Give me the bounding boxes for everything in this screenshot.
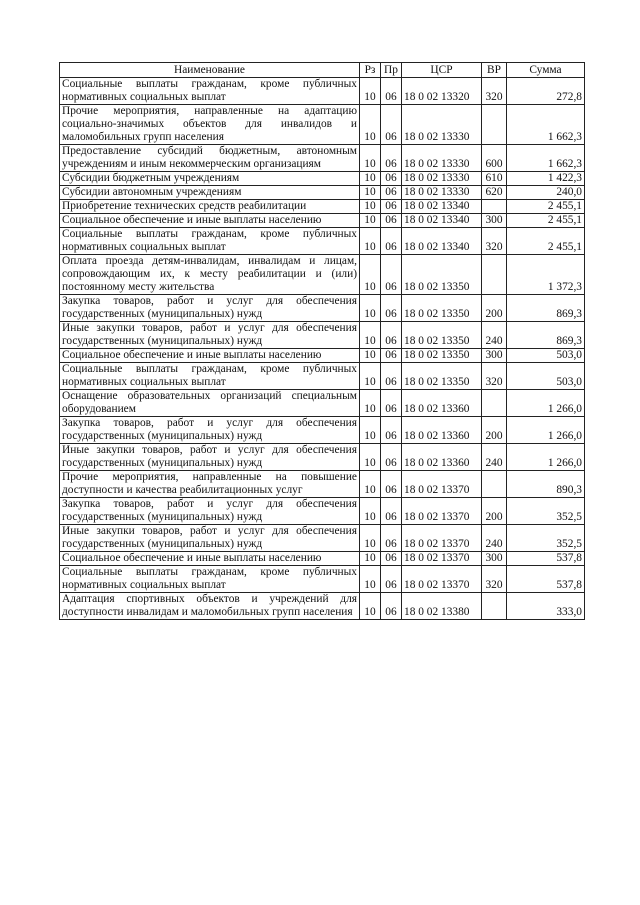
cell-rz: 10 [360, 214, 381, 228]
cell-rz: 10 [360, 105, 381, 145]
cell-pr: 06 [381, 552, 402, 566]
cell-pr: 06 [381, 214, 402, 228]
cell-sum: 333,0 [507, 593, 585, 620]
table-row [60, 363, 585, 390]
cell-rz: 10 [360, 228, 381, 255]
table-row [60, 145, 585, 172]
cell-rz: 10 [360, 145, 381, 172]
cell-vr: 240 [482, 322, 507, 349]
cell-vr: 200 [482, 498, 507, 525]
cell-csr: 18 0 02 13360 [402, 444, 482, 471]
cell-sum: 537,8 [507, 566, 585, 593]
cell-vr: 600 [482, 145, 507, 172]
cell-rz: 10 [360, 363, 381, 390]
table-header-row [60, 63, 585, 78]
cell-pr: 06 [381, 498, 402, 525]
cell-sum: 869,3 [507, 295, 585, 322]
cell-name: Закупка товаров, работ и услуг для обеспечения государственных (муниципальных) нужд [60, 498, 360, 525]
cell-csr: 18 0 02 13340 [402, 200, 482, 214]
cell-rz: 10 [360, 78, 381, 105]
table-row [60, 444, 585, 471]
cell-rz: 10 [360, 593, 381, 620]
cell-name: Социальные выплаты гражданам, кроме публичных нормативных социальных выплат [60, 363, 360, 390]
cell-vr: 200 [482, 295, 507, 322]
cell-vr: 320 [482, 78, 507, 105]
cell-sum: 2 455,1 [507, 228, 585, 255]
cell-rz: 10 [360, 566, 381, 593]
cell-csr: 18 0 02 13340 [402, 228, 482, 255]
column-header-rz: Рз [360, 63, 381, 78]
cell-csr: 18 0 02 13350 [402, 295, 482, 322]
cell-vr: 320 [482, 363, 507, 390]
table-row [60, 471, 585, 498]
cell-rz: 10 [360, 186, 381, 200]
cell-name: Иные закупки товаров, работ и услуг для обеспечения государственных (муниципальных) нужд [60, 525, 360, 552]
cell-vr: 610 [482, 172, 507, 186]
table-row [60, 172, 585, 186]
column-header-name: Наименование [60, 63, 360, 78]
cell-csr: 18 0 02 13350 [402, 363, 482, 390]
cell-csr: 18 0 02 13370 [402, 566, 482, 593]
cell-sum: 1 662,3 [507, 105, 585, 145]
cell-csr: 18 0 02 13330 [402, 186, 482, 200]
cell-csr: 18 0 02 13350 [402, 255, 482, 295]
cell-pr: 06 [381, 78, 402, 105]
cell-name: Оплата проезда детям-инвалидам, инвалидам и лицам, сопровождающим их, к месту реабилитации и (или) постоянному месту жительства [60, 255, 360, 295]
cell-name: Социальные выплаты гражданам, кроме публичных нормативных социальных выплат [60, 228, 360, 255]
cell-vr [482, 471, 507, 498]
cell-pr: 06 [381, 200, 402, 214]
cell-rz: 10 [360, 322, 381, 349]
table-row [60, 349, 585, 363]
cell-name: Прочие мероприятия, направленные на адаптацию социально-значимых объектов для инвалидов и маломобильных групп населения [60, 105, 360, 145]
cell-vr: 300 [482, 214, 507, 228]
cell-pr: 06 [381, 349, 402, 363]
cell-pr: 06 [381, 390, 402, 417]
cell-pr: 06 [381, 172, 402, 186]
cell-name: Приобретение технических средств реабилитации [60, 200, 360, 214]
cell-name: Прочие мероприятия, направленные на повышение доступности и качества реабилитационных услуг [60, 471, 360, 498]
cell-rz: 10 [360, 349, 381, 363]
cell-sum: 2 455,1 [507, 214, 585, 228]
cell-rz: 10 [360, 255, 381, 295]
cell-csr: 18 0 02 13330 [402, 172, 482, 186]
table-row [60, 295, 585, 322]
cell-sum: 352,5 [507, 525, 585, 552]
cell-name: Субсидии автономным учреждениям [60, 186, 360, 200]
cell-csr: 18 0 02 13370 [402, 471, 482, 498]
cell-csr: 18 0 02 13350 [402, 349, 482, 363]
cell-vr: 320 [482, 566, 507, 593]
cell-vr: 240 [482, 525, 507, 552]
cell-name: Социальное обеспечение и иные выплаты населению [60, 552, 360, 566]
cell-sum: 890,3 [507, 471, 585, 498]
cell-csr: 18 0 02 13350 [402, 322, 482, 349]
cell-name: Закупка товаров, работ и услуг для обеспечения государственных (муниципальных) нужд [60, 295, 360, 322]
column-header-vr: ВР [482, 63, 507, 78]
cell-name: Социальное обеспечение и иные выплаты населению [60, 214, 360, 228]
cell-name: Социальные выплаты гражданам, кроме публичных нормативных социальных выплат [60, 566, 360, 593]
cell-sum: 352,5 [507, 498, 585, 525]
cell-name: Социальные выплаты гражданам, кроме публичных нормативных социальных выплат [60, 78, 360, 105]
cell-csr: 18 0 02 13360 [402, 417, 482, 444]
cell-sum: 272,8 [507, 78, 585, 105]
cell-sum: 503,0 [507, 363, 585, 390]
cell-name: Предоставление субсидий бюджетным, автономным учреждениям и иным некоммерческим организациям [60, 145, 360, 172]
cell-csr: 18 0 02 13380 [402, 593, 482, 620]
cell-name: Иные закупки товаров, работ и услуг для обеспечения государственных (муниципальных) нужд [60, 444, 360, 471]
cell-csr: 18 0 02 13370 [402, 498, 482, 525]
cell-rz: 10 [360, 417, 381, 444]
cell-csr: 18 0 02 13370 [402, 552, 482, 566]
cell-pr: 06 [381, 255, 402, 295]
table-row [60, 105, 585, 145]
cell-name: Социальное обеспечение и иные выплаты населению [60, 349, 360, 363]
table-row [60, 214, 585, 228]
cell-sum: 537,8 [507, 552, 585, 566]
cell-sum: 1 266,0 [507, 417, 585, 444]
cell-pr: 06 [381, 105, 402, 145]
cell-rz: 10 [360, 390, 381, 417]
table-row [60, 566, 585, 593]
cell-pr: 06 [381, 471, 402, 498]
cell-pr: 06 [381, 228, 402, 255]
table-row [60, 186, 585, 200]
cell-vr: 620 [482, 186, 507, 200]
table-row [60, 255, 585, 295]
cell-csr: 18 0 02 13330 [402, 105, 482, 145]
cell-sum: 1 372,3 [507, 255, 585, 295]
table-row [60, 322, 585, 349]
cell-vr [482, 390, 507, 417]
table-row [60, 417, 585, 444]
cell-name: Закупка товаров, работ и услуг для обеспечения государственных (муниципальных) нужд [60, 417, 360, 444]
cell-rz: 10 [360, 525, 381, 552]
cell-vr [482, 105, 507, 145]
cell-rz: 10 [360, 552, 381, 566]
cell-name: Субсидии бюджетным учреждениям [60, 172, 360, 186]
cell-pr: 06 [381, 186, 402, 200]
cell-vr [482, 200, 507, 214]
cell-csr: 18 0 02 13370 [402, 525, 482, 552]
table-row [60, 78, 585, 105]
column-header-csr: ЦСР [402, 63, 482, 78]
column-header-pr: Пр [381, 63, 402, 78]
cell-sum: 1 662,3 [507, 145, 585, 172]
cell-vr: 300 [482, 349, 507, 363]
cell-rz: 10 [360, 172, 381, 186]
cell-rz: 10 [360, 200, 381, 214]
cell-sum: 1 266,0 [507, 390, 585, 417]
cell-sum: 869,3 [507, 322, 585, 349]
cell-pr: 06 [381, 363, 402, 390]
cell-name: Иные закупки товаров, работ и услуг для обеспечения государственных (муниципальных) нужд [60, 322, 360, 349]
table-row [60, 525, 585, 552]
cell-rz: 10 [360, 444, 381, 471]
table-row [60, 390, 585, 417]
cell-vr: 200 [482, 417, 507, 444]
cell-pr: 06 [381, 417, 402, 444]
cell-pr: 06 [381, 593, 402, 620]
budget-table [59, 62, 585, 620]
cell-pr: 06 [381, 295, 402, 322]
cell-name: Оснащение образовательных организаций специальным оборудованием [60, 390, 360, 417]
cell-name: Адаптация спортивных объектов и учреждений для доступности инвалидам и маломобильных групп населения [60, 593, 360, 620]
table-row [60, 200, 585, 214]
cell-vr: 300 [482, 552, 507, 566]
cell-vr: 320 [482, 228, 507, 255]
cell-vr: 240 [482, 444, 507, 471]
column-header-sum: Сумма [507, 63, 585, 78]
table-row [60, 593, 585, 620]
cell-rz: 10 [360, 498, 381, 525]
cell-pr: 06 [381, 566, 402, 593]
table-row [60, 498, 585, 525]
cell-csr: 18 0 02 13330 [402, 145, 482, 172]
cell-pr: 06 [381, 444, 402, 471]
cell-vr [482, 593, 507, 620]
cell-csr: 18 0 02 13320 [402, 78, 482, 105]
cell-sum: 1 266,0 [507, 444, 585, 471]
cell-sum: 2 455,1 [507, 200, 585, 214]
cell-sum: 1 422,3 [507, 172, 585, 186]
cell-sum: 240,0 [507, 186, 585, 200]
cell-vr [482, 255, 507, 295]
table-row [60, 552, 585, 566]
cell-sum: 503,0 [507, 349, 585, 363]
cell-csr: 18 0 02 13360 [402, 390, 482, 417]
cell-pr: 06 [381, 525, 402, 552]
cell-pr: 06 [381, 322, 402, 349]
cell-csr: 18 0 02 13340 [402, 214, 482, 228]
cell-rz: 10 [360, 295, 381, 322]
cell-pr: 06 [381, 145, 402, 172]
cell-rz: 10 [360, 471, 381, 498]
table-row [60, 228, 585, 255]
